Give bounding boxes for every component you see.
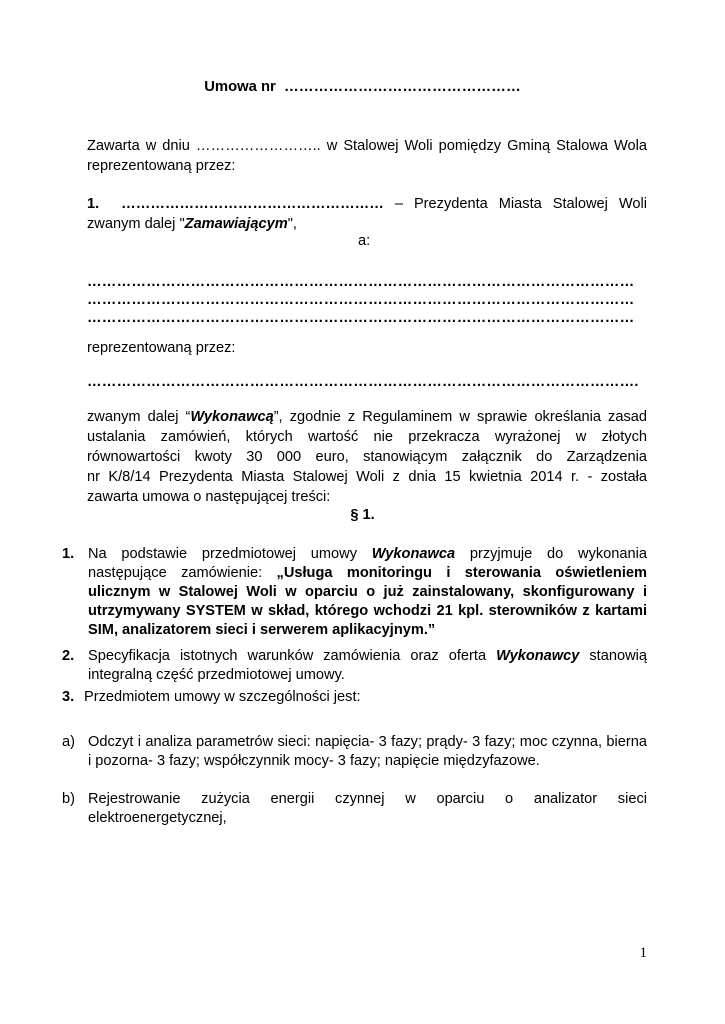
list-item-1-number: 1. <box>62 546 75 562</box>
page-number: 1 <box>639 945 647 961</box>
contractor-line-4: nr K/8/14 Prezydenta Miasta Stalowej Woli z dnia 15 kwietnia 2014 r. - została <box>87 469 647 485</box>
list-item-1: 1. Na podstawie przedmiotowej umowy Wykonawca przyjmuje do wykonania następujące zamówienie: „Usługa monitoringu i sterowania oświetleniem ulicznym w Stalowej Woli w oparciu o już zainstalowany, skonfigurowany i utrzymywany SYSTEM w skład, którego wchodzi 21 kpl. sterowników z kartami SIM, analizatorem sieci i serwerem aplikacyjnym.” <box>62 546 648 638</box>
list-item-3: 3. Przedmiotem umowy w szczególności jest: <box>62 689 361 705</box>
intro-paragraph <box>87 136 647 176</box>
representative-paragraph <box>87 194 647 234</box>
contractor-line-2: ustalania zamówień, których wartość nie przekracza wyrażonej w złotych <box>87 429 647 445</box>
represented-by-label: reprezentowaną przez: <box>87 340 236 356</box>
contractor-paragraph <box>87 407 647 507</box>
contract-title <box>0 79 725 95</box>
list-item-3-number: 3. <box>62 689 75 705</box>
contractor-line-3: równowartości kwoty 30 000 euro, stanowiącym załącznik do Zarządzenia <box>87 449 647 465</box>
zamawiajacy-term: Zamawiającym <box>184 216 288 232</box>
contract-number-dots: ………………………………………… <box>284 79 521 95</box>
list-item-a: a) Odczyt i analiza parametrów sieci: napięcia- 3 fazy; prądy- 3 fazy; moc czynna, bierna i pozorna- 3 fazy; współczynnik mocy- 3 fazy; napięcie międzyfazowe. <box>62 734 647 769</box>
list-item-b: b) Rejestrowanie zużycia energii czynnej w oparciu o analizator sieci elektroenergetycznej, <box>62 791 647 826</box>
intro-line-1: Zawarta w dniu …………………….. w Stalowej Woli pomiędzy Gminą Stalowa Wola <box>87 138 647 154</box>
contractor-line-5: zawarta umowa o następującej treści: <box>87 489 331 505</box>
contractor-dots-line-3: ………………………………………………………………………………………………… <box>87 310 635 326</box>
contractor-dots-line-1: ………………………………………………………………………………………………… <box>87 274 635 290</box>
representative-line-2: zwanym dalej "Zamawiającym", <box>87 216 297 232</box>
contractor-line-1: zwanym dalej “Wykonawcą”, zgodnie z Regulaminem w sprawie określania zasad <box>87 409 647 425</box>
list-item-b-label: b) <box>62 791 75 807</box>
list-item-a-label: a) <box>62 734 75 750</box>
section-heading: § 1. <box>350 507 375 523</box>
intro-line-2: reprezentowaną przez: <box>87 158 236 174</box>
conjunction-a: a: <box>358 233 371 249</box>
list-item-2: 2. Specyfikacja istotnych warunków zamówienia oraz oferta Wykonawcy stanowią integralną część przedmiotowej umowy. <box>62 648 647 683</box>
representative-dots: …………………………………………………………………………………………………. <box>87 374 639 390</box>
wykonawca-term: Wykonawcą <box>190 409 274 425</box>
list-item-2-number: 2. <box>62 648 75 664</box>
representative-line-1: 1. ……………………………………………… – Prezydenta Miasta Stalowej Woli <box>87 196 647 212</box>
contractor-dots-line-2: ………………………………………………………………………………………………… <box>87 292 635 308</box>
contract-title-label: Umowa nr <box>204 79 276 95</box>
